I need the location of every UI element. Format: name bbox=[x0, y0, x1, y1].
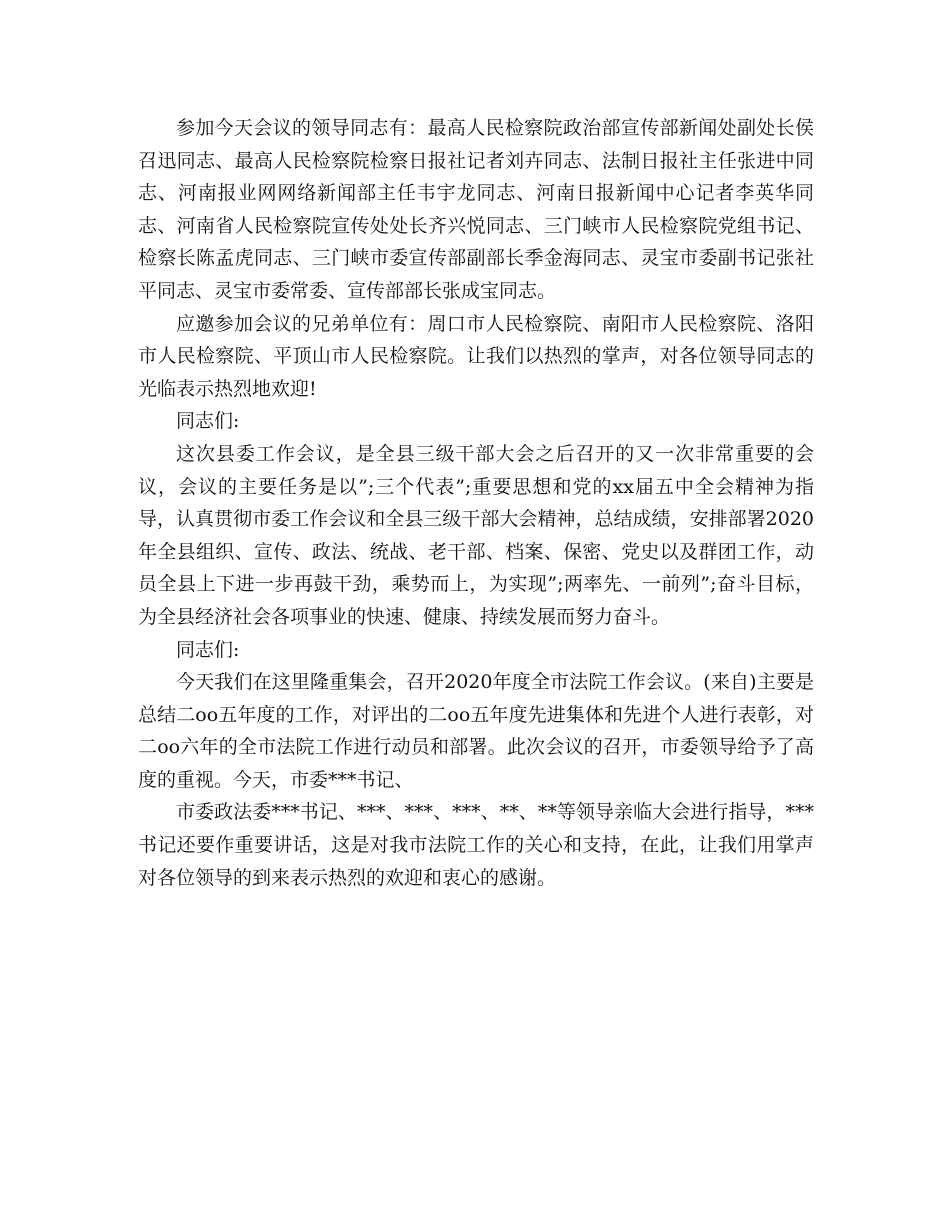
document-body bbox=[138, 112, 814, 894]
paragraph-court-meeting: 今天我们在这里隆重集会，召开2020年度全市法院工作会议。(来自)主要是总结二oo五年度的工作，对评出的二oo五年度先进集体和先进个人进行表彰，对二oo六年的全市法院工作进行动员和部署。此次会议的召开，市委领导给予了高度的重视。今天，市委***书记、 bbox=[138, 671, 814, 791]
paragraph-salutation-2: 同志们: bbox=[176, 638, 240, 661]
paragraph-invited-units: 应邀参加会议的兄弟单位有：周口市人民检察院、南阳市人民检察院、洛阳市人民检察院、平顶山市人民检察院。让我们以热烈的掌声，对各位领导同志的光临表示热烈地欢迎! bbox=[138, 312, 814, 400]
paragraph-closing-welcome: 市委政法委***书记、***、***、***、**、**等领导亲临大会进行指导，***书记还要作重要讲话，这是对我市法院工作的关心和支持，在此，让我们用掌声对各位领导的到来表示热烈的欢迎和衷心的感谢。 bbox=[138, 801, 814, 889]
paragraph-leaders-attending: 参加今天会议的领导同志有：最高人民检察院政治部宣传部新闻处副处长侯召迅同志、最高人民检察院检察日报社记者刘卉同志、法制日报社主任张进中同志、河南报业网网络新闻部主任韦宇龙同志、河南日报新闻中心记者李英华同志、河南省人民检察院宣传处处长齐兴悦同志、三门峡市人民检察院党组书记、检察长陈孟虎同志、三门峡市委宣传部副部长季金海同志、灵宝市委副书记张社平同志、灵宝市委常委、宣传部部长张成宝同志。 bbox=[138, 117, 814, 302]
paragraph-county-meeting: 这次县委工作会议，是全县三级干部大会之后召开的又一次非常重要的会议，会议的主要任务是以”;三个代表”;重要思想和党的xx届五中全会精神为指导，认真贯彻市委工作会议和全县三级干部大会精神，总结成绩，安排部署2020年全县组织、宣传、政法、统战、老干部、档案、保密、党史以及群团工作，动员全县上下进一步再鼓干劲，乘势而上，为实现”;两率先、一前列”;奋斗目标，为全县经济社会各项事业的快速、健康、持续发展而努力奋斗。 bbox=[138, 442, 814, 628]
paragraph-salutation: 同志们: bbox=[176, 410, 240, 433]
